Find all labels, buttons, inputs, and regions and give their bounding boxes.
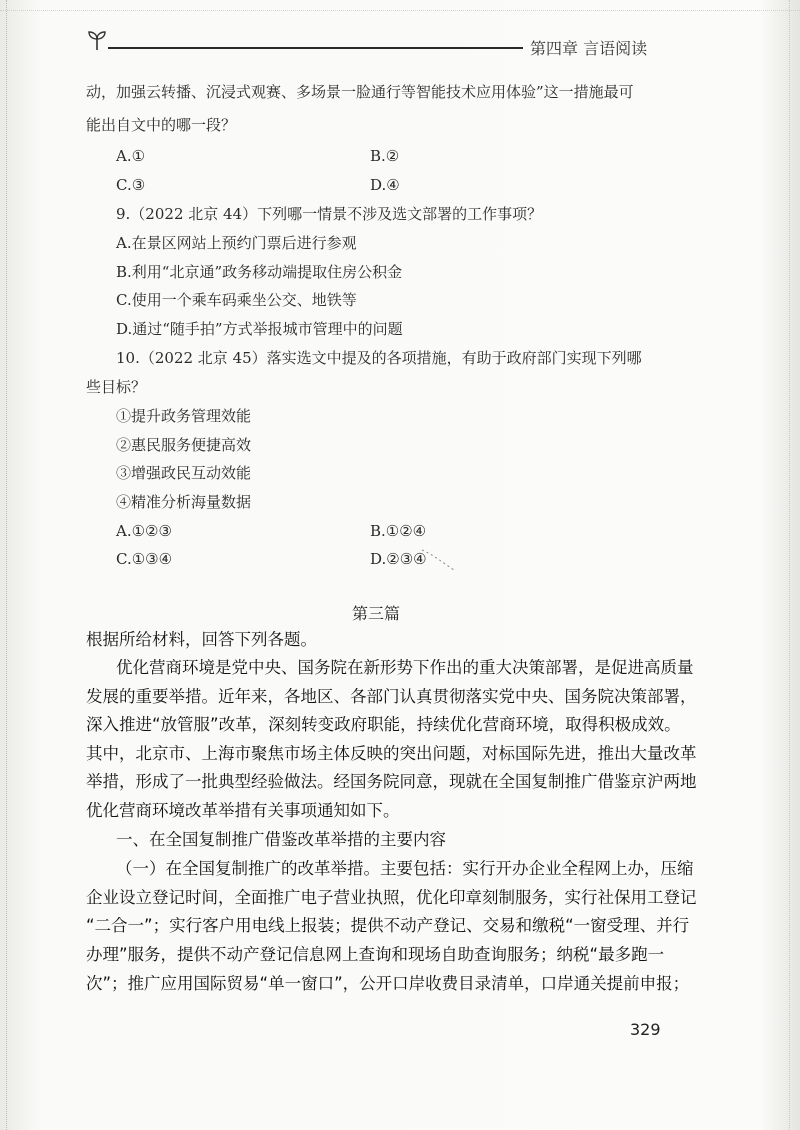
q10-option-c: C.①③④ — [116, 550, 173, 568]
q9-option-b: B.利用“北京通”政务移动端提取住房公积金 — [116, 263, 403, 281]
paragraph-line: 次”；推广应用国际贸易“单一窗口”，公开口岸收费目录清单，口岸通关提前申报； — [86, 974, 690, 993]
paragraph-line: （一）在全国复制推广的改革举措。主要包括：实行开办企业全程网上办，压缩 — [116, 859, 694, 878]
q10-stem: 10.（2022 北京 45）落实选文中提及的各项措施，有助于政府部门实现下列哪 — [116, 349, 642, 367]
q9-stem: 9.（2022 北京 44）下列哪一情景不涉及选文部署的工作事项？ — [116, 205, 543, 223]
paragraph-line: 办理”服务，提供不动产登记信息网上查询和现场自助查询服务；纳税“最多跑一 — [86, 945, 665, 964]
question-text-line: 动，加强云转播、沉浸式观赛、多场景一脸通行等智能技术应用体验”这一措施最可 — [86, 83, 634, 101]
paragraph-line: “二合一”；实行客户用电线上报装；提供不动产登记、交易和缴税“一窗受理、并行 — [86, 916, 690, 935]
option-a: A.① — [116, 147, 146, 165]
header-rule — [108, 47, 523, 50]
section-instruction: 根据所给材料，回答下列各题。 — [86, 630, 317, 649]
chapter-header: 第四章 言语阅读 — [530, 39, 648, 58]
paragraph-line: 优化营商环境是党中央、国务院在新形势下作出的重大决策部署，是促进高质量 — [116, 658, 694, 677]
q9-option-a: A.在景区网站上预约门票后进行参观 — [116, 234, 357, 252]
scan-right-edge — [759, 0, 790, 1130]
option-d: D.④ — [370, 176, 400, 194]
q10-item: ①提升政务管理效能 — [116, 407, 252, 425]
paragraph-line: 企业设立登记时间，全面推广电子营业执照，优化印章刻制服务，实行社保用工登记 — [86, 888, 697, 907]
q10-option-a: A.①②③ — [116, 522, 172, 540]
q10-item: ④精准分析海量数据 — [116, 493, 252, 511]
leaf-icon — [86, 30, 108, 52]
scan-left-edge — [6, 0, 15, 1130]
q9-option-d: D.通过“随手拍”方式举报城市管理中的问题 — [116, 320, 403, 338]
page-number: 329 — [630, 1020, 661, 1039]
q10-item: ②惠民服务便捷高效 — [116, 436, 252, 454]
pencil-mark-icon — [420, 540, 470, 580]
paragraph-line: 优化营商环境改革举措有关事项通知如下。 — [86, 801, 400, 820]
section-heading: 一、在全国复制推广借鉴改革举措的主要内容 — [116, 830, 446, 849]
option-b: B.② — [370, 147, 400, 165]
paragraph-line: 举措，形成了一批典型经验做法。经国务院同意，现就在全国复制推广借鉴京沪两地 — [86, 772, 697, 791]
question-text-line: 能出自文中的哪一段？ — [86, 116, 237, 134]
section-title: 第三篇 — [352, 604, 401, 623]
paragraph-line: 其中，北京市、上海市聚焦市场主体反映的突出问题，对标国际先进，推出大量改革 — [86, 744, 697, 763]
q10-item: ③增强政民互动效能 — [116, 464, 252, 482]
scan-top-edge — [0, 0, 800, 11]
q10-stem-cont: 些目标？ — [86, 378, 147, 396]
q9-option-c: C.使用一个乘车码乘坐公交、地铁等 — [116, 291, 357, 309]
option-c: C.③ — [116, 176, 146, 194]
paragraph-line: 发展的重要举措。近年来，各地区、各部门认真贯彻落实党中央、国务院决策部署， — [86, 687, 697, 706]
q10-option-d: D.②③④ — [370, 550, 427, 568]
q10-option-b: B.①②④ — [370, 522, 427, 540]
paragraph-line: 深入推进“放管服”改革，深刻转变政府职能，持续优化营商环境，取得积极成效。 — [86, 715, 681, 734]
